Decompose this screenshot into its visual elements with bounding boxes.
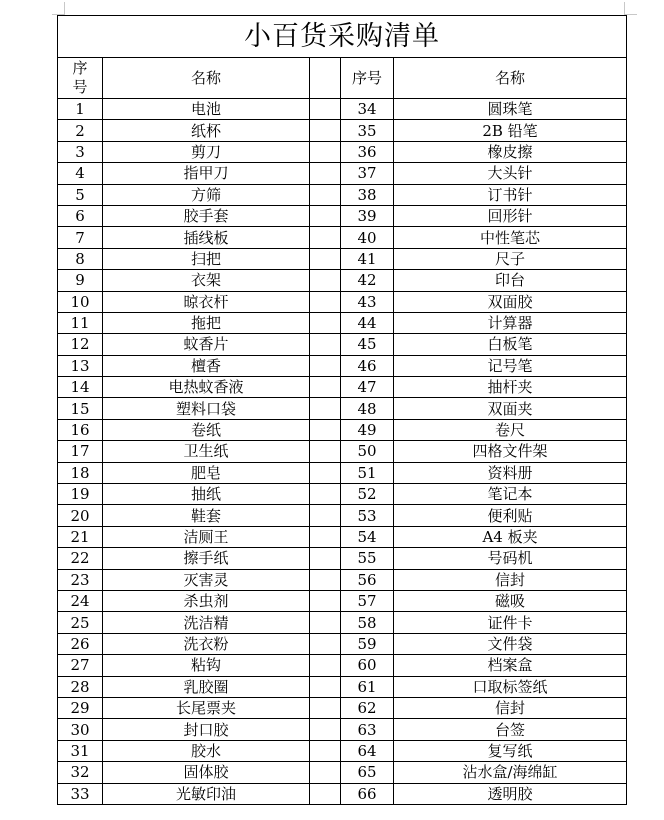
table-row [58, 205, 627, 226]
row-right-no: 53 [341, 505, 394, 526]
table-row [58, 697, 627, 718]
column-gap [310, 141, 341, 162]
row-left-no: 30 [58, 719, 103, 740]
row-right-name: 中性笔芯 [394, 227, 627, 248]
row-left-no: 11 [58, 312, 103, 333]
row-right-name: 沾水盒/海绵缸 [394, 762, 627, 783]
column-gap [310, 462, 341, 483]
column-gap [310, 484, 341, 505]
row-left-no: 16 [58, 419, 103, 440]
page-corner-mark-left [52, 2, 65, 15]
row-right-no: 45 [341, 334, 394, 355]
table-row [58, 762, 627, 783]
title-row [58, 16, 627, 58]
row-right-no: 44 [341, 312, 394, 333]
column-gap [310, 612, 341, 633]
row-left-no: 33 [58, 783, 103, 804]
row-left-name: 檀香 [103, 355, 310, 376]
column-gap [310, 205, 341, 226]
row-right-no: 35 [341, 120, 394, 141]
row-left-name: 固体胶 [103, 762, 310, 783]
column-gap [310, 248, 341, 269]
column-gap [310, 377, 341, 398]
purchase-list-table [57, 15, 627, 805]
row-right-no: 65 [341, 762, 394, 783]
row-left-no: 8 [58, 248, 103, 269]
row-right-no: 66 [341, 783, 394, 804]
row-left-name: 洗衣粉 [103, 633, 310, 654]
row-right-name: 文件袋 [394, 633, 627, 654]
row-right-name: 白板笔 [394, 334, 627, 355]
row-left-name: 杀虫剂 [103, 590, 310, 611]
row-right-name: 档案盒 [394, 655, 627, 676]
row-left-no: 23 [58, 569, 103, 590]
header-right-name: 名称 [394, 58, 627, 99]
column-gap [310, 569, 341, 590]
table-row [58, 120, 627, 141]
row-left-name: 指甲刀 [103, 163, 310, 184]
row-right-no: 59 [341, 633, 394, 654]
column-gap [310, 441, 341, 462]
column-gap [310, 312, 341, 333]
column-gap [310, 783, 341, 804]
row-left-no: 12 [58, 334, 103, 355]
row-left-name: 塑料口袋 [103, 398, 310, 419]
row-left-name: 电热蚊香液 [103, 377, 310, 398]
row-left-name: 纸杯 [103, 120, 310, 141]
row-right-name: 证件卡 [394, 612, 627, 633]
table-row [58, 377, 627, 398]
row-left-no: 14 [58, 377, 103, 398]
column-gap [310, 590, 341, 611]
row-right-no: 49 [341, 419, 394, 440]
row-left-name: 封口胶 [103, 719, 310, 740]
row-left-name: 卷纸 [103, 419, 310, 440]
row-left-no: 10 [58, 291, 103, 312]
row-right-name: 信封 [394, 569, 627, 590]
row-right-name: 卷尺 [394, 419, 627, 440]
row-left-no: 1 [58, 99, 103, 120]
row-left-name: 粘钩 [103, 655, 310, 676]
row-right-name: 双面胶 [394, 291, 627, 312]
row-right-no: 36 [341, 141, 394, 162]
row-right-name: 四格文件架 [394, 441, 627, 462]
row-left-name: 扫把 [103, 248, 310, 269]
row-left-no: 24 [58, 590, 103, 611]
row-left-no: 4 [58, 163, 103, 184]
row-left-name: 乳胶圈 [103, 676, 310, 697]
column-gap [310, 355, 341, 376]
page-title: 小百货采购清单 [58, 16, 627, 58]
table-row [58, 227, 627, 248]
header-right-no: 序号 [341, 58, 394, 99]
row-left-name: 擦手纸 [103, 548, 310, 569]
row-left-no: 15 [58, 398, 103, 419]
table-row [58, 355, 627, 376]
row-left-no: 20 [58, 505, 103, 526]
row-right-name: 大头针 [394, 163, 627, 184]
row-left-no: 32 [58, 762, 103, 783]
row-right-name: 尺子 [394, 248, 627, 269]
row-right-no: 43 [341, 291, 394, 312]
row-left-name: 插线板 [103, 227, 310, 248]
row-left-name: 卫生纸 [103, 441, 310, 462]
row-left-name: 蚊香片 [103, 334, 310, 355]
row-right-name: 号码机 [394, 548, 627, 569]
header-left-no: 序号 [58, 58, 103, 99]
row-left-no: 25 [58, 612, 103, 633]
row-right-no: 47 [341, 377, 394, 398]
row-right-name: 双面夹 [394, 398, 627, 419]
row-right-no: 58 [341, 612, 394, 633]
table-row [58, 163, 627, 184]
row-left-name: 晾衣杆 [103, 291, 310, 312]
row-right-no: 62 [341, 697, 394, 718]
row-right-name: 资料册 [394, 462, 627, 483]
header-row [58, 58, 627, 99]
table-row [58, 441, 627, 462]
row-right-no: 52 [341, 484, 394, 505]
row-left-name: 灭害灵 [103, 569, 310, 590]
row-right-name: 台签 [394, 719, 627, 740]
row-right-name: 复写纸 [394, 740, 627, 761]
column-gap [310, 655, 341, 676]
row-right-no: 39 [341, 205, 394, 226]
column-gap [310, 270, 341, 291]
row-left-name: 鞋套 [103, 505, 310, 526]
row-right-no: 63 [341, 719, 394, 740]
table-row [58, 312, 627, 333]
row-left-name: 剪刀 [103, 141, 310, 162]
column-gap [310, 548, 341, 569]
column-gap [310, 163, 341, 184]
column-gap [310, 99, 341, 120]
row-right-no: 60 [341, 655, 394, 676]
table-row [58, 291, 627, 312]
row-right-no: 51 [341, 462, 394, 483]
row-right-name: 笔记本 [394, 484, 627, 505]
row-right-no: 56 [341, 569, 394, 590]
row-left-no: 17 [58, 441, 103, 462]
column-gap [310, 505, 341, 526]
row-left-name: 光敏印油 [103, 783, 310, 804]
column-gap [310, 762, 341, 783]
row-right-no: 64 [341, 740, 394, 761]
row-left-no: 26 [58, 633, 103, 654]
table-row [58, 569, 627, 590]
row-left-name: 洗洁精 [103, 612, 310, 633]
table-row [58, 141, 627, 162]
row-right-name: 回形针 [394, 205, 627, 226]
row-right-name: 磁吸 [394, 590, 627, 611]
table-row [58, 548, 627, 569]
row-left-no: 18 [58, 462, 103, 483]
row-left-no: 31 [58, 740, 103, 761]
row-left-name: 肥皂 [103, 462, 310, 483]
column-gap [310, 633, 341, 654]
header-left-name: 名称 [103, 58, 310, 99]
row-left-no: 3 [58, 141, 103, 162]
column-gap [310, 526, 341, 547]
row-right-no: 37 [341, 163, 394, 184]
row-right-name: 印台 [394, 270, 627, 291]
row-left-no: 29 [58, 697, 103, 718]
row-left-no: 13 [58, 355, 103, 376]
row-right-no: 48 [341, 398, 394, 419]
table-row [58, 270, 627, 291]
table-row [58, 334, 627, 355]
table-row [58, 655, 627, 676]
table-row [58, 719, 627, 740]
row-right-no: 57 [341, 590, 394, 611]
page-corner-mark-right [624, 2, 637, 15]
table-row [58, 505, 627, 526]
row-left-no: 6 [58, 205, 103, 226]
column-gap [310, 676, 341, 697]
row-left-no: 5 [58, 184, 103, 205]
row-right-name: 2B 铅笔 [394, 120, 627, 141]
table-row [58, 783, 627, 804]
row-right-no: 38 [341, 184, 394, 205]
row-left-name: 胶手套 [103, 205, 310, 226]
row-right-name: A4 板夹 [394, 526, 627, 547]
row-right-no: 41 [341, 248, 394, 269]
row-right-no: 54 [341, 526, 394, 547]
table-row [58, 526, 627, 547]
row-left-no: 22 [58, 548, 103, 569]
column-gap [310, 740, 341, 761]
row-left-name: 电池 [103, 99, 310, 120]
table-row [58, 676, 627, 697]
column-gap [310, 398, 341, 419]
column-gap [310, 291, 341, 312]
row-left-name: 长尾票夹 [103, 697, 310, 718]
row-right-no: 34 [341, 99, 394, 120]
table-row [58, 740, 627, 761]
row-right-name: 橡皮擦 [394, 141, 627, 162]
row-right-no: 40 [341, 227, 394, 248]
table-row [58, 633, 627, 654]
column-gap [310, 227, 341, 248]
row-right-name: 口取标签纸 [394, 676, 627, 697]
table-row [58, 99, 627, 120]
table-row [58, 590, 627, 611]
row-left-no: 19 [58, 484, 103, 505]
row-right-name: 抽杆夹 [394, 377, 627, 398]
row-right-name: 透明胶 [394, 783, 627, 804]
table-row [58, 398, 627, 419]
row-right-name: 信封 [394, 697, 627, 718]
column-gap [310, 184, 341, 205]
row-left-name: 衣架 [103, 270, 310, 291]
row-left-name: 抽纸 [103, 484, 310, 505]
row-right-no: 46 [341, 355, 394, 376]
row-right-no: 61 [341, 676, 394, 697]
row-left-name: 拖把 [103, 312, 310, 333]
column-gap [310, 697, 341, 718]
row-right-name: 记号笔 [394, 355, 627, 376]
row-left-no: 28 [58, 676, 103, 697]
row-left-no: 7 [58, 227, 103, 248]
row-left-name: 方筛 [103, 184, 310, 205]
row-left-no: 9 [58, 270, 103, 291]
row-left-no: 2 [58, 120, 103, 141]
table-row [58, 248, 627, 269]
table-row [58, 484, 627, 505]
column-gap [310, 334, 341, 355]
column-gap [310, 58, 341, 99]
row-left-name: 洁厕王 [103, 526, 310, 547]
row-right-no: 50 [341, 441, 394, 462]
row-right-no: 42 [341, 270, 394, 291]
row-right-no: 55 [341, 548, 394, 569]
row-right-name: 订书针 [394, 184, 627, 205]
table-row [58, 612, 627, 633]
row-right-name: 便利贴 [394, 505, 627, 526]
row-right-name: 圆珠笔 [394, 99, 627, 120]
row-right-name: 计算器 [394, 312, 627, 333]
row-left-no: 21 [58, 526, 103, 547]
row-left-name: 胶水 [103, 740, 310, 761]
column-gap [310, 719, 341, 740]
table-row [58, 462, 627, 483]
table-row [58, 184, 627, 205]
table-row [58, 419, 627, 440]
column-gap [310, 419, 341, 440]
row-left-no: 27 [58, 655, 103, 676]
column-gap [310, 120, 341, 141]
